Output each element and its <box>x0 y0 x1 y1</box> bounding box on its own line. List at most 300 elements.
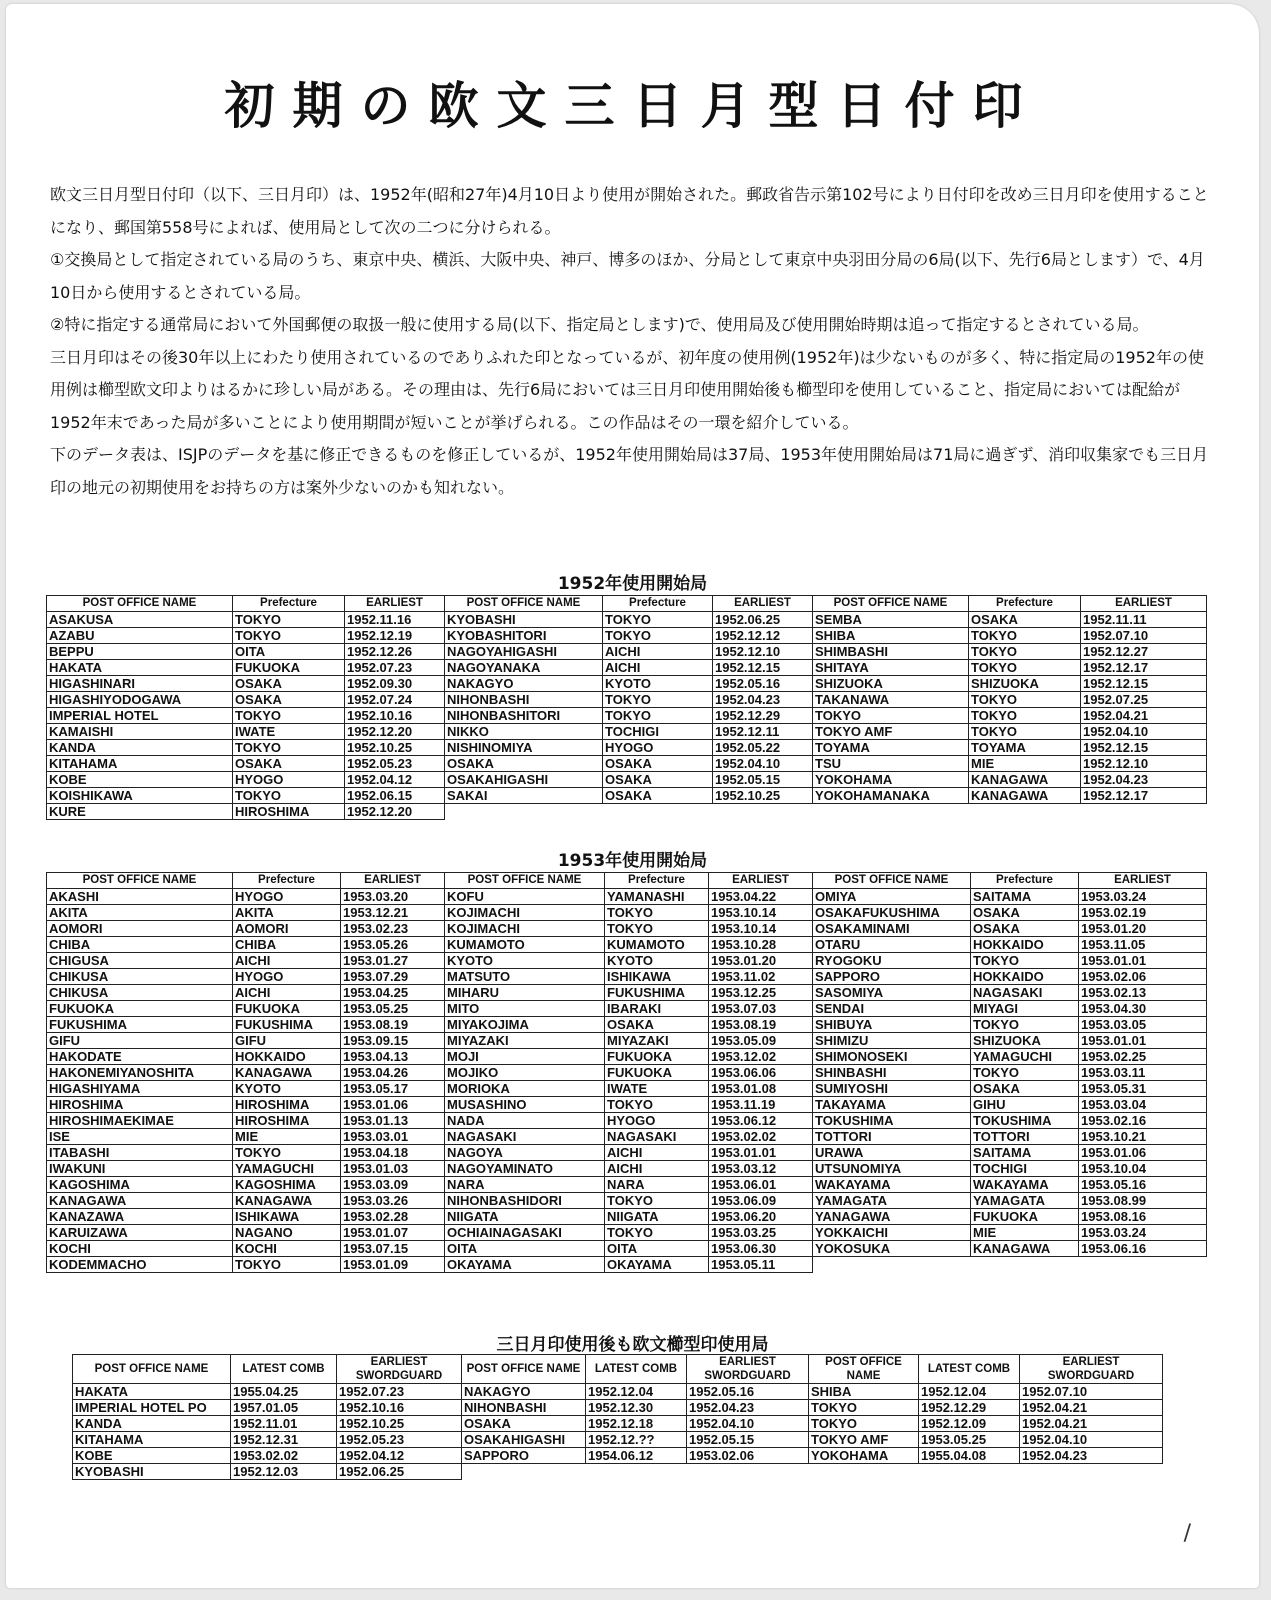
table-cell: 1953.02.25 <box>1079 1049 1207 1065</box>
table-cell: 1952.04.23 <box>1020 1448 1163 1464</box>
table-cell: NAGOYANAKA <box>445 660 603 676</box>
table-cell: OSAKA <box>971 905 1079 921</box>
table-row <box>73 1416 1163 1432</box>
table-row <box>47 724 1207 740</box>
table-cell: 1952.12.12 <box>713 628 813 644</box>
table-cell: NISHINOMIYA <box>445 740 603 756</box>
table-cell: 1952.05.23 <box>337 1432 462 1448</box>
table-cell <box>813 804 969 820</box>
table-cell: KYOTO <box>233 1081 341 1097</box>
table-cell: OSAKA <box>603 772 713 788</box>
column-header: EARLIEST SWORDGUARD <box>337 1355 462 1384</box>
table-cell: SHIMBASHI <box>813 644 969 660</box>
table-cell: 1952.06.25 <box>713 612 813 628</box>
table-cell: MOJI <box>445 1049 605 1065</box>
table-cell: TOKYO <box>605 1225 709 1241</box>
table-cell: 1953.04.13 <box>341 1049 445 1065</box>
table-cell: TOKYO <box>233 708 345 724</box>
table-cell: 1953.04.22 <box>709 889 813 905</box>
table-cell: SAITAMA <box>971 1145 1079 1161</box>
table-cell: 1952.04.23 <box>687 1400 809 1416</box>
table-row <box>47 937 1207 953</box>
intro-paragraph: 下のデータ表は、ISJPのデータを基に修正できるものを修正しているが、1952年使用開始局は37局、1953年使用開始局は71局に過ぎず、消印収集家でも三日月印の地元の初期使用をお持ちの方は案外少ないのかも知れない。 <box>50 445 1209 497</box>
table-cell: TOKYO <box>969 644 1081 660</box>
table-cell: SHITAYA <box>813 660 969 676</box>
table-cell: NAGANO <box>233 1225 341 1241</box>
table-cell: KITAHAMA <box>73 1432 231 1448</box>
table-row <box>47 772 1207 788</box>
table-cell: SHIBA <box>809 1384 919 1400</box>
table-cell: OSAKA <box>969 612 1081 628</box>
page-title: 初期の欧文三日月型日付印 <box>224 77 1041 135</box>
table-cell: 1957.01.05 <box>231 1400 337 1416</box>
table-header-row <box>47 873 1207 889</box>
table-cell: IWATE <box>605 1081 709 1097</box>
table-cell: 1952.11.11 <box>1081 612 1207 628</box>
table-cell: KAGOSHIMA <box>47 1177 233 1193</box>
table-cell: NIHONBASHIDORI <box>445 1193 605 1209</box>
table-cell: KAMAISHI <box>47 724 233 740</box>
table-row <box>47 1001 1207 1017</box>
table-row <box>47 1049 1207 1065</box>
table-cell: 1953.05.16 <box>1079 1177 1207 1193</box>
table-cell: OTARU <box>813 937 971 953</box>
intro-item-1: ①交換局として指定されている局のうち、東京中央、横浜、大阪中央、神戸、博多のほか、分局として東京中央羽田分局の6局(以下、先行6局とします）で、4月10日から使用するとされている局。 <box>50 250 1205 302</box>
table-cell: 1953.03.20 <box>341 889 445 905</box>
column-header: EARLIEST SWORDGUARD <box>687 1355 809 1384</box>
table-cell: 1953.11.19 <box>709 1097 813 1113</box>
table-cell: TOKYO <box>969 692 1081 708</box>
table-header-row <box>47 596 1207 612</box>
table-cell: NAGASAKI <box>445 1129 605 1145</box>
table-cell: KANDA <box>47 740 233 756</box>
table-cell: TOKYO AMF <box>813 724 969 740</box>
table-1952 <box>46 595 1207 820</box>
table-row <box>47 644 1207 660</box>
table-cell: KANAGAWA <box>971 1241 1079 1257</box>
table-cell: 1952.07.10 <box>1081 628 1207 644</box>
table-cell: 1953.08.16 <box>1079 1209 1207 1225</box>
table-cell: KYOBASHITORI <box>445 628 603 644</box>
table-cell: TOKYO <box>233 788 345 804</box>
table-cell: KANAZAWA <box>47 1209 233 1225</box>
table-cell: TOKYO <box>603 612 713 628</box>
table-cell: HAKODATE <box>47 1049 233 1065</box>
table-cell: 1953.03.25 <box>709 1225 813 1241</box>
table-cell: 1952.11.16 <box>345 612 445 628</box>
table-row <box>47 1033 1207 1049</box>
table-cell: KAGOSHIMA <box>233 1177 341 1193</box>
table-cell: HOKKAIDO <box>971 937 1079 953</box>
table-row <box>47 1129 1207 1145</box>
table-cell: 1953.04.30 <box>1079 1001 1207 1017</box>
table-cell: NIIGATA <box>605 1209 709 1225</box>
table-cell: KANAGAWA <box>233 1065 341 1081</box>
table-cell: YAMAGATA <box>813 1193 971 1209</box>
table-cell: 1952.05.15 <box>687 1432 809 1448</box>
table-cell: TOKYO <box>813 708 969 724</box>
table-cell <box>809 1464 919 1480</box>
table-cell: 1953.03.01 <box>341 1129 445 1145</box>
table-1953-title: 1953年使用開始局 <box>557 851 708 871</box>
table-cell: HIROSHIMAEKIMAE <box>47 1113 233 1129</box>
table-row <box>47 953 1207 969</box>
table-cell: MIYAZAKI <box>445 1033 605 1049</box>
table-cell: FUKUOKA <box>971 1209 1079 1225</box>
table-cell: 1953.01.01 <box>709 1145 813 1161</box>
table-cell: NAGOYAHIGASHI <box>445 644 603 660</box>
table-row <box>47 612 1207 628</box>
table-cell: CHIBA <box>47 937 233 953</box>
table-cell: FUKUSHIMA <box>605 985 709 1001</box>
table-cell: 1953.05.26 <box>341 937 445 953</box>
table-cell: OSAKA <box>971 921 1079 937</box>
table-cell: KOCHI <box>233 1241 341 1257</box>
table-row <box>47 740 1207 756</box>
table-cell: 1952.12.19 <box>345 628 445 644</box>
column-header: EARLIEST <box>713 596 813 612</box>
intro-text <box>50 179 1210 504</box>
table-cell: TOKYO <box>809 1400 919 1416</box>
table-cell: ISE <box>47 1129 233 1145</box>
column-header: EARLIEST SWORDGUARD <box>1020 1355 1163 1384</box>
table-cell: 1953.02.02 <box>231 1448 337 1464</box>
table-cell: 1953.05.25 <box>341 1001 445 1017</box>
table-cell: KYOTO <box>603 676 713 692</box>
table-cell: 1953.02.19 <box>1079 905 1207 921</box>
table-cell: TOKYO <box>605 905 709 921</box>
table-cell: KYOBASHI <box>73 1464 231 1480</box>
table-row <box>73 1400 1163 1416</box>
table-row <box>47 660 1207 676</box>
table-cell: GIHU <box>971 1097 1079 1113</box>
table-cell: 1952.04.21 <box>1081 708 1207 724</box>
table-cell: 1952.12.03 <box>231 1464 337 1480</box>
table-cell: NAGASAKI <box>605 1129 709 1145</box>
table-cell <box>445 804 603 820</box>
table-cell: SHIZUOKA <box>813 676 969 692</box>
table-cell: IWAKUNI <box>47 1161 233 1177</box>
table-cell: 1953.02.16 <box>1079 1113 1207 1129</box>
table-cell: 1952.12.31 <box>231 1432 337 1448</box>
table-cell: KANAGAWA <box>47 1193 233 1209</box>
table-cell: 1953.03.05 <box>1079 1017 1207 1033</box>
table-cell: HYOGO <box>233 772 345 788</box>
table-row <box>47 1097 1207 1113</box>
table-cell: YOKKAICHI <box>813 1225 971 1241</box>
table-cell: KOJIMACHI <box>445 921 605 937</box>
table-cell: 1952.12.04 <box>919 1384 1020 1400</box>
table-cell: HYOGO <box>603 740 713 756</box>
column-header: POST OFFICE NAME <box>813 596 969 612</box>
table-cell: IWATE <box>233 724 345 740</box>
table-cell: TOKYO <box>603 708 713 724</box>
table-cell: URAWA <box>813 1145 971 1161</box>
table-cell: 1953.02.02 <box>709 1129 813 1145</box>
column-header: Prefecture <box>603 596 713 612</box>
table-cell: 1952.04.21 <box>1020 1416 1163 1432</box>
table-cell: 1952.09.30 <box>345 676 445 692</box>
table-cell: OSAKA <box>445 756 603 772</box>
table-cell: 1952.12.20 <box>345 804 445 820</box>
column-header: Prefecture <box>971 873 1079 889</box>
table-cell: 1953.01.20 <box>1079 921 1207 937</box>
table-cell: HYOGO <box>605 1113 709 1129</box>
table-cell: 1953.01.06 <box>1079 1145 1207 1161</box>
table-cell: OSAKA <box>603 788 713 804</box>
table-cell: KODEMMACHO <box>47 1257 233 1273</box>
column-header: LATEST COMB <box>231 1355 337 1384</box>
table-cell: 1953.12.02 <box>709 1049 813 1065</box>
table-cell: 1953.10.21 <box>1079 1129 1207 1145</box>
table-cell: TOKUSHIMA <box>971 1113 1079 1129</box>
table-cell: 1952.05.16 <box>713 676 813 692</box>
table-cell: 1952.11.01 <box>231 1416 337 1432</box>
table-cell: TOKYO <box>605 1097 709 1113</box>
table-cell: 1953.05.31 <box>1079 1081 1207 1097</box>
table-cell: YAMANASHI <box>605 889 709 905</box>
table-cell: KITAHAMA <box>47 756 233 772</box>
table-cell: 1953.01.06 <box>341 1097 445 1113</box>
table-cell <box>969 804 1081 820</box>
table-cell: FUKUOKA <box>605 1049 709 1065</box>
table-cell: 1953.02.28 <box>341 1209 445 1225</box>
table-cell <box>1079 1257 1207 1273</box>
table-cell: SAPPORO <box>813 969 971 985</box>
table-1952-title: 1952年使用開始局 <box>557 574 708 594</box>
table-cell: SHIMONOSEKI <box>813 1049 971 1065</box>
table-cell: 1952.10.16 <box>345 708 445 724</box>
table-row <box>47 1209 1207 1225</box>
column-header: POST OFFICE NAME <box>445 596 603 612</box>
table-row <box>47 1161 1207 1177</box>
table-cell: KYOBASHI <box>445 612 603 628</box>
table-row <box>47 905 1207 921</box>
table-cell: UTSUNOMIYA <box>813 1161 971 1177</box>
table-cell: 1953.05.25 <box>919 1432 1020 1448</box>
table-cell: CHIGUSA <box>47 953 233 969</box>
table-cell: TOKYO <box>605 1193 709 1209</box>
table-comb <box>72 1354 1163 1480</box>
table-cell: 1953.02.06 <box>687 1448 809 1464</box>
table-cell: 1952.12.15 <box>1081 676 1207 692</box>
table-cell: TOKYO AMF <box>809 1432 919 1448</box>
table-cell: 1953.05.17 <box>341 1081 445 1097</box>
table-cell: 1953.05.09 <box>709 1033 813 1049</box>
table-cell: 1953.01.27 <box>341 953 445 969</box>
table-cell: NADA <box>445 1113 605 1129</box>
table-cell: 1953.01.09 <box>341 1257 445 1273</box>
table-cell: 1954.06.12 <box>586 1448 687 1464</box>
table-cell: NAGASAKI <box>971 985 1079 1001</box>
table-cell: MOJIKO <box>445 1065 605 1081</box>
table-cell: SENDAI <box>813 1001 971 1017</box>
column-header: POST OFFICE NAME <box>445 873 605 889</box>
table-cell: SHIZUOKA <box>971 1033 1079 1049</box>
table-cell: KANAGAWA <box>233 1193 341 1209</box>
table-cell: NIHONBASHI <box>445 692 603 708</box>
column-header: LATEST COMB <box>586 1355 687 1384</box>
table-cell: 1953.04.26 <box>341 1065 445 1081</box>
column-header: EARLIEST <box>1079 873 1207 889</box>
table-cell: TOKYO <box>971 1017 1079 1033</box>
table-cell: OITA <box>445 1241 605 1257</box>
column-header: POST OFFICE NAME <box>462 1355 586 1384</box>
table-cell: FUKUSHIMA <box>47 1017 233 1033</box>
table-cell: 1952.07.10 <box>1020 1384 1163 1400</box>
column-header: Prefecture <box>969 596 1081 612</box>
table-cell: 1952.12.30 <box>586 1400 687 1416</box>
table-cell: 1952.12.18 <box>586 1416 687 1432</box>
table-cell: 1953.03.24 <box>1079 889 1207 905</box>
column-header: POST OFFICE NAME <box>809 1355 919 1384</box>
table-cell: NIHONBASHITORI <box>445 708 603 724</box>
table-cell: TAKANAWA <box>813 692 969 708</box>
table-cell: 1955.04.08 <box>919 1448 1020 1464</box>
table-cell: 1952.10.16 <box>337 1400 462 1416</box>
table-cell: MIYAZAKI <box>605 1033 709 1049</box>
table-cell: 1952.06.25 <box>337 1464 462 1480</box>
table-cell: 1953.08.19 <box>709 1017 813 1033</box>
table-cell: AICHI <box>603 660 713 676</box>
table-cell: MIE <box>969 756 1081 772</box>
table-cell: SAPPORO <box>462 1448 586 1464</box>
table-cell: SHIBA <box>813 628 969 644</box>
table-cell: CHIKUSA <box>47 969 233 985</box>
table-cell: 1952.12.29 <box>713 708 813 724</box>
table-cell: YAMAGUCHI <box>971 1049 1079 1065</box>
table-cell: NAKAGYO <box>445 676 603 692</box>
table-cell: 1953.03.09 <box>341 1177 445 1193</box>
table-cell: 1953.03.12 <box>709 1161 813 1177</box>
column-header: Prefecture <box>233 873 341 889</box>
table-cell: 1952.12.26 <box>345 644 445 660</box>
table-cell: 1952.05.16 <box>687 1384 809 1400</box>
table-cell: ITABASHI <box>47 1145 233 1161</box>
table-1953 <box>46 872 1207 1273</box>
table-cell: 1952.04.12 <box>337 1448 462 1464</box>
table-cell: AICHI <box>605 1145 709 1161</box>
table-cell: MUSASHINO <box>445 1097 605 1113</box>
table-cell: YAMAGATA <box>971 1193 1079 1209</box>
table-cell: TOKYO <box>971 953 1079 969</box>
table-cell: TOKYO <box>605 921 709 937</box>
table-cell: OSAKA <box>233 692 345 708</box>
table-row <box>47 1081 1207 1097</box>
table-cell: OSAKA <box>233 756 345 772</box>
table-cell: KUMAMOTO <box>605 937 709 953</box>
table-cell: TAKAYAMA <box>813 1097 971 1113</box>
table-cell: OSAKA <box>462 1416 586 1432</box>
table-cell: OKAYAMA <box>445 1257 605 1273</box>
table-cell: 1952.12.17 <box>1081 788 1207 804</box>
table-cell: 1952.12.04 <box>586 1384 687 1400</box>
table-cell: GIFU <box>47 1033 233 1049</box>
table-cell: KOCHI <box>47 1241 233 1257</box>
table-cell: 1952.12.11 <box>713 724 813 740</box>
table-row <box>47 756 1207 772</box>
table-cell: TOKYO <box>603 692 713 708</box>
table-cell: SHINBASHI <box>813 1065 971 1081</box>
table-cell: OSAKAFUKUSHIMA <box>813 905 971 921</box>
table-cell: FUKUSHIMA <box>233 1017 341 1033</box>
table-cell: TOTTORI <box>971 1129 1079 1145</box>
table-cell: CHIKUSA <box>47 985 233 1001</box>
table-header-row <box>73 1355 1163 1384</box>
table-cell: WAKAYAMA <box>813 1177 971 1193</box>
column-header: EARLIEST <box>709 873 813 889</box>
table-cell: 1952.07.23 <box>337 1384 462 1400</box>
table-row <box>47 1065 1207 1081</box>
table-cell: 1952.12.09 <box>919 1416 1020 1432</box>
table-cell: IMPERIAL HOTEL <box>47 708 233 724</box>
table-cell: AICHI <box>233 985 341 1001</box>
table-cell: TOYAMA <box>813 740 969 756</box>
table-cell: SASOMIYA <box>813 985 971 1001</box>
table-cell: HOKKAIDO <box>233 1049 341 1065</box>
table-cell: NAGOYAMINATO <box>445 1161 605 1177</box>
table-cell: GIFU <box>233 1033 341 1049</box>
column-header: EARLIEST <box>345 596 445 612</box>
table-cell: HIROSHIMA <box>233 804 345 820</box>
table-cell: MORIOKA <box>445 1081 605 1097</box>
table-cell: OKAYAMA <box>605 1257 709 1273</box>
table-row <box>73 1432 1163 1448</box>
table-cell: 1952.07.23 <box>345 660 445 676</box>
table-cell: 1952.04.12 <box>345 772 445 788</box>
table-cell: 1952.06.15 <box>345 788 445 804</box>
table-cell: TSU <box>813 756 969 772</box>
table-cell: TOKYO <box>603 628 713 644</box>
table-cell: HAKATA <box>73 1384 231 1400</box>
table-cell: SAITAMA <box>971 889 1079 905</box>
table-cell: KOJIMACHI <box>445 905 605 921</box>
table-cell: SHIMIZU <box>813 1033 971 1049</box>
table-cell: NIHONBASHI <box>462 1400 586 1416</box>
table-cell: 1952.12.27 <box>1081 644 1207 660</box>
table-cell: KURE <box>47 804 233 820</box>
column-header: POST OFFICE NAME <box>813 873 971 889</box>
table-cell: 1953.03.26 <box>341 1193 445 1209</box>
table-row <box>47 1225 1207 1241</box>
table-cell: YOKOHAMA <box>809 1448 919 1464</box>
table-cell: 1953.11.02 <box>709 969 813 985</box>
table-cell: TOKYO <box>969 660 1081 676</box>
table-cell: 1952.10.25 <box>345 740 445 756</box>
table-cell: 1953.08.99 <box>1079 1193 1207 1209</box>
table-cell: SEMBA <box>813 612 969 628</box>
table-row <box>47 692 1207 708</box>
table-cell: AZABU <box>47 628 233 644</box>
table-cell: YAMAGUCHI <box>233 1161 341 1177</box>
table-cell: FUKUOKA <box>605 1065 709 1081</box>
table-cell: MIE <box>971 1225 1079 1241</box>
table-cell: 1953.07.29 <box>341 969 445 985</box>
table-cell: ASAKUSA <box>47 612 233 628</box>
table-cell: AOMORI <box>233 921 341 937</box>
table-row <box>47 1177 1207 1193</box>
table-cell <box>713 804 813 820</box>
table-cell: 1953.06.01 <box>709 1177 813 1193</box>
table-cell: AICHI <box>233 953 341 969</box>
table-cell: MIE <box>233 1129 341 1145</box>
table-cell: AKITA <box>233 905 341 921</box>
table-cell: 1952.12.15 <box>1081 740 1207 756</box>
table-cell: OSAKAHIGASHI <box>445 772 603 788</box>
table-cell: 1952.10.25 <box>337 1416 462 1432</box>
table-cell <box>586 1464 687 1480</box>
table-cell: 1953.01.07 <box>341 1225 445 1241</box>
